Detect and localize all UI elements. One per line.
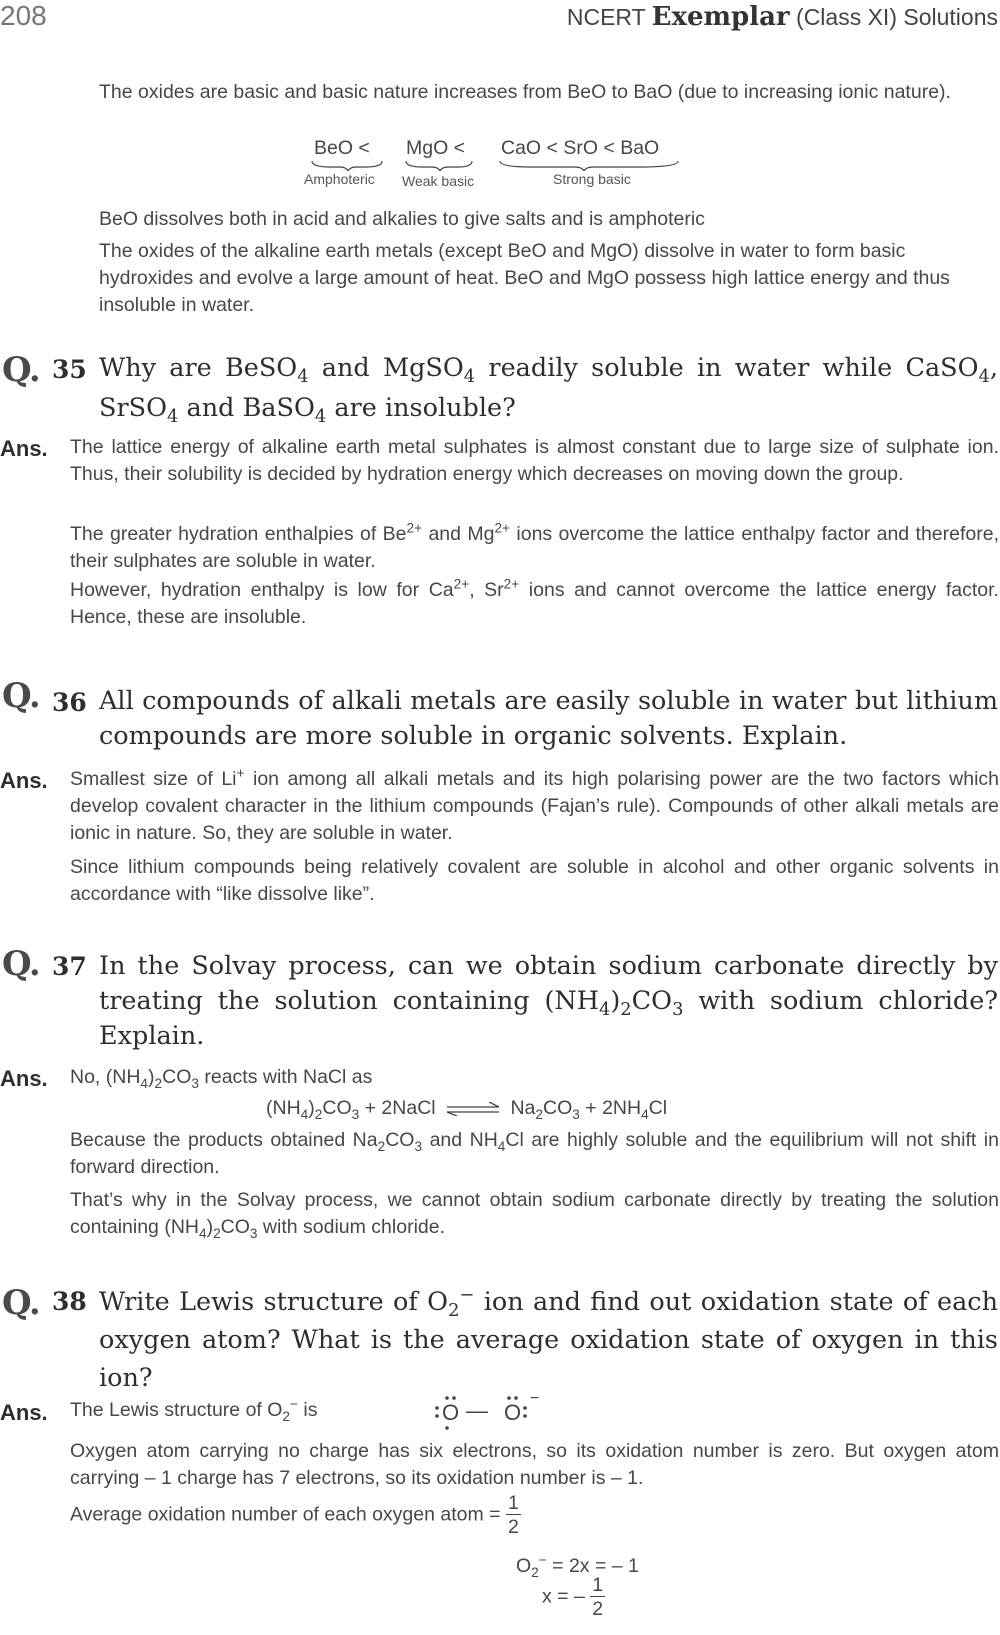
question-number: 36 — [52, 688, 87, 717]
lewis-bond: — — [466, 1398, 488, 1423]
q36-answer-paragraph-2: Since lithium compounds being relatively covalent are soluble in alcohol and other organic solvents in accordance with “like dissolve like”. — [70, 856, 999, 905]
q36-question: All compounds of alkali metals are easily soluble in water but lithium compounds are more soluble in organic solvents. Explain. — [99, 686, 998, 751]
fraction: $\frac{1}{2}$ — [507, 1492, 519, 1538]
q35-answer-paragraph-2: The greater hydration enthalpies of $Be^{2+}$ and $Mg^{2+}$ ions overcome the lattice enthalpy factor and therefore, their sulphates are soluble in water. — [70, 520, 999, 572]
q35-line-1: Why are BeSO$_4$ and MgSO$_4$ readily soluble in water while CaSO$_4$, — [99, 353, 998, 388]
series-beo: BeO < — [314, 137, 370, 159]
oxide-series — [304, 135, 710, 190]
answer-label: Ans. — [0, 1400, 48, 1425]
q35-answer-paragraph-3: However, hydration enthalpy is low for $Ca^{2+}$, $Sr^{2+}$ ions and cannot overcome the lattice energy factor. Hence, these are insoluble. — [70, 576, 999, 628]
q38-equation-2: x = – $\frac{1}{2}$ — [542, 1574, 604, 1620]
label-strong-basic: Strong basic — [553, 171, 631, 187]
question-number: 37 — [52, 952, 87, 981]
q37-question: In the Solvay process, can we obtain sodium carbonate directly by treating the solution containing $(NH_4)_2CO_3$ with sodium chloride? Explain. — [99, 951, 998, 1051]
question-label: Q. — [2, 350, 40, 390]
question-label: Q. — [2, 676, 40, 716]
answer-label: Ans. — [0, 436, 48, 461]
lewis-structure — [432, 1390, 562, 1430]
q37-answer-paragraph-2: Because the products obtained $Na_2CO_3$ and $NH_4Cl$ are highly soluble and the equilibrium will not shift in forward direction. — [70, 1129, 999, 1178]
q35-answer-paragraph-1: The lattice energy of alkaline earth metal sulphates is almost constant due to large size of sulphate ion. Thus, their solubility is decided by hydration energy which decreases on moving down the group. — [70, 436, 999, 485]
book-title-bold: Exemplar — [651, 2, 790, 32]
label-weak-basic: Weak basic — [402, 173, 475, 189]
q38-answer-line-1: The Lewis structure of $O_2^-$ is — [70, 1396, 318, 1424]
q36-answer-paragraph-1: Smallest size of Li+ ion among all alkali metals and its high polarising power are the two factors which develop covalent character in the lithium compounds (Fajan’s rule). Compounds of other alkali metals are ionic in nature. So, they are soluble in water. — [70, 765, 999, 844]
underbraces — [310, 159, 710, 171]
equilibrium-arrow-icon — [445, 1102, 501, 1116]
answer-label: Ans. — [0, 768, 48, 793]
intro-paragraph-2: BeO dissolves both in acid and alkalies to give salts and is amphoteric — [99, 208, 705, 230]
page-number: 208 — [0, 0, 47, 31]
q38-question: Write Lewis structure of $O_2^-$ ion and find out oxidation state of each oxygen atom? What is the average oxidation state of oxygen in this ion? — [99, 1284, 999, 1393]
q38-equation-1: $O_2^- = 2x$ = – 1 — [516, 1552, 639, 1580]
question-number: 35 — [52, 355, 87, 384]
series-mgo: MgO < — [406, 137, 466, 159]
lewis-oxygen-1: O — [442, 1400, 460, 1425]
fraction: $\frac{1}{2}$ — [592, 1574, 604, 1620]
book-title-prefix: NCERT — [566, 4, 646, 30]
lewis-oxygen-2: O — [504, 1400, 522, 1425]
question-label: Q. — [2, 944, 40, 984]
book-title — [567, 2, 998, 32]
answer-label: Ans. — [0, 1066, 48, 1091]
q37-answer-line-1: No, $(NH_4)_2CO_3$ reacts with NaCl as — [70, 1066, 373, 1091]
book-title-suffix: (Class XI) Solutions — [796, 4, 998, 30]
q38-answer-paragraph-2: Oxygen atom carrying no charge has six electrons, so its oxidation number is zero. But oxygen atom carrying – 1 charge has 7 electrons, so its oxidation number is – 1. — [70, 1440, 999, 1489]
lone-pair-dots-icon — [432, 1390, 542, 1430]
q37-answer-paragraph-3: That’s why in the Solvay process, we cannot obtain sodium carbonate directly by treating the solution containing $(NH_4)_2CO_3$ with sodium chloride. — [70, 1189, 999, 1241]
q35-question — [99, 351, 998, 426]
q37-equation: $(NH_4)_2CO_3$ + 2NaCl $Na_2CO_3 + 2NH_4Cl$ — [266, 1097, 668, 1122]
intro-paragraph-3: The oxides of the alkaline earth metals (except BeO and MgO) dissolve in water to form basic hydroxides and evolve a large amount of heat. BeO and MgO possess high lattice energy and thus insoluble in water. — [99, 240, 950, 316]
series-rest: CaO < SrO < BaO — [501, 137, 660, 159]
label-amphoteric: Amphoteric — [304, 171, 375, 187]
question-number: 38 — [52, 1287, 87, 1316]
intro-paragraph-1: The oxides are basic and basic nature increases from BeO to BaO (due to increasing ionic nature). — [99, 81, 951, 103]
question-label: Q. — [2, 1283, 40, 1323]
q38-average-oxidation: Average oxidation number of each oxygen atom = $\frac{1}{2}$ — [70, 1492, 519, 1538]
lewis-charge: − — [530, 1390, 540, 1407]
q35-line-2: SrSO$_4$ and BaSO$_4$ are insoluble? — [99, 393, 516, 428]
